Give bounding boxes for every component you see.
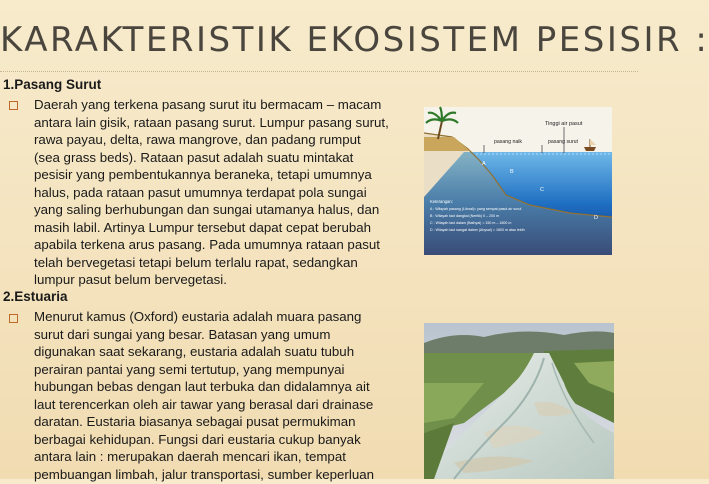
text-line: (sea grass beds). Rataan pasut adalah suatu mintakat (34, 149, 354, 165)
slide-title: KARAKTERISTIK EKOSISTEM PESISIR : (0, 20, 709, 60)
zone-label-c: C (540, 187, 544, 193)
boat-icon (584, 147, 596, 151)
zone-label-d: D (594, 215, 598, 221)
text-line: telah bervegetasi tetapi belum terlalu rapat, sedangkan (34, 254, 358, 270)
section-heading-pasang-surut: 1.Pasang Surut (3, 77, 102, 92)
legend-item: D : Wilayah laut sangat dalam (Abysal) = 1800 m atau lebih (430, 228, 525, 232)
zone-label-b: B (510, 169, 514, 175)
paragraph-estuaria (34, 308, 424, 483)
text-line: berbagai kehidupan. Fungsi dari eustaria cukup banyak (34, 431, 361, 447)
text-line: Daerah yang terkena pasang surut itu bermacam – macam (34, 97, 382, 112)
text-line: antara lain : merupakan daerah mencari ikan, tempat (34, 449, 346, 464)
diagram-label-tinggi: Tinggi air pasut (545, 121, 583, 127)
text-line: antara lain gisik, rataan pasang surut. Lumpur pasang surut, (34, 114, 389, 130)
text-line: hubungan bebas dengan laut terbuka dan didalamnya ait (34, 379, 370, 394)
text-line: pembuangan limbah, jalur transportasi, sumber keperluan (34, 466, 374, 482)
legend-item: A : Wilayah pasang (Litoral)= yang sempat pasut air surut (430, 207, 522, 211)
text-line: rawa payau, delta, rawa mangrove, dan padang rumput (34, 132, 361, 147)
legend-item: B : Wilayah laut dangkal (Neritik) 0 – 200 m (430, 214, 500, 218)
legend-title: Keterangan: (430, 199, 453, 204)
coastal-zone-diagram (424, 107, 612, 255)
text-line: yang saling berhubungan dan sungai utamanya halus, dan (34, 202, 380, 217)
square-bullet-icon (9, 101, 18, 110)
title-divider (0, 71, 638, 73)
zone-label-a: A (482, 161, 486, 167)
diagram-label-pasang-surut: pasang surut (548, 139, 578, 145)
diagram-label-pasang-naik: pasang naik (494, 139, 522, 145)
estuary-photo-svg (424, 323, 614, 479)
legend-item: C : Wilayah laut dalam (Bathyal) = 150 m – 1800 m (430, 221, 512, 225)
square-bullet-icon (9, 314, 18, 323)
text-line: lumpur pasut belum bervegetasi. (34, 272, 227, 287)
text-line: Menurut kamus (Oxford) eustaria adalah muara pasang (34, 309, 362, 324)
paragraph-pasang-surut (34, 96, 424, 289)
text-line: halus, pada rataan pasut umumnya terdapat pola sungai (34, 184, 367, 200)
text-line: surut dari sungai yang besar. Batasan yang umum (34, 326, 331, 342)
text-line: digunakan saat sekarang, eustaria adalah suatu tubuh (34, 344, 355, 359)
text-line: pesisir yang pembentukannya beraneka, tetapi umumnya (34, 167, 372, 182)
text-line: daratan. Eustaria biasanya sebagai pusat permukiman (34, 414, 356, 429)
text-line: perairan pantai yang semi tertutup, yang mempunyai (34, 361, 345, 377)
text-line: apabila terkena arus pasang. Pada umumnya rataan pasut (34, 237, 380, 252)
text-line: masih labil. Artinya Lumpur tersebut dapat cepat berubah (34, 219, 372, 235)
section-heading-estuaria: 2.Estuaria (3, 289, 68, 304)
estuary-aerial-photo (424, 323, 614, 479)
coastal-zone-svg (424, 107, 612, 255)
text-line: laut terencerkan oleh air tawar yang berasal dari drainase (34, 396, 374, 412)
